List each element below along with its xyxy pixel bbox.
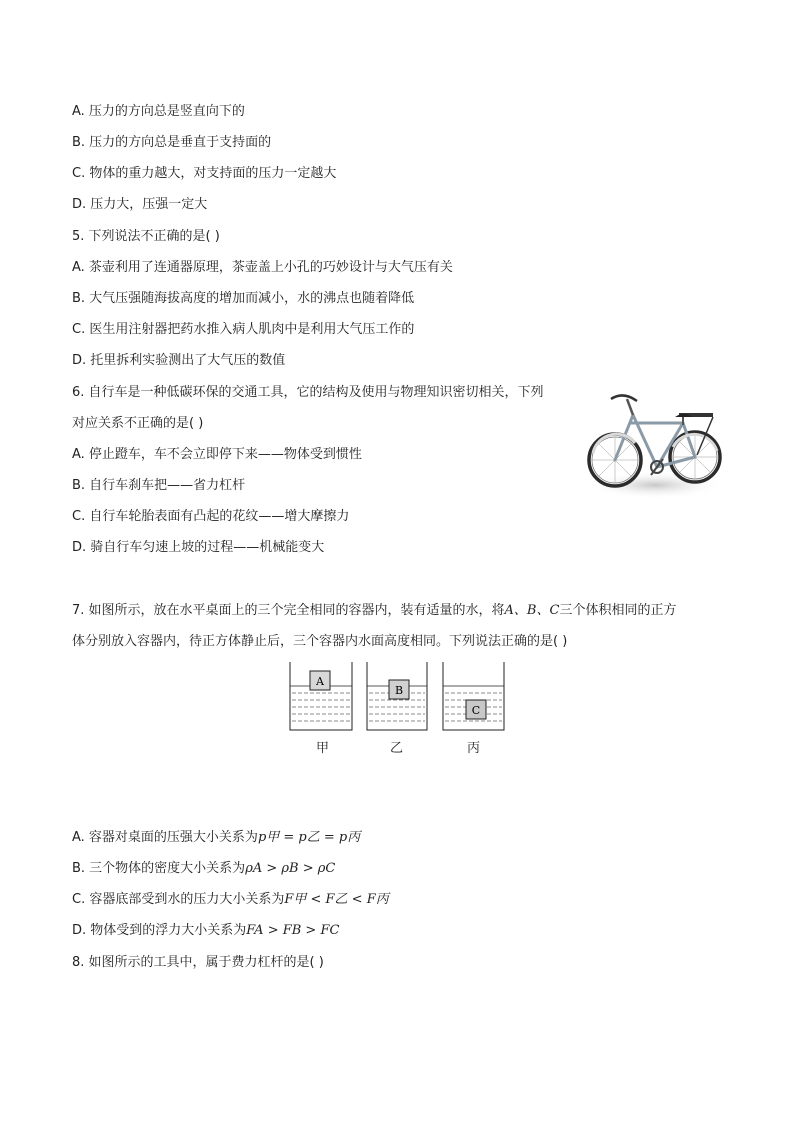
q6-stem-line1: 6. 自行车是一种低碳环保的交通工具，它的结构及使用与物理知识密切相关，下列 <box>72 385 544 400</box>
caption-jia: 甲 <box>316 741 330 756</box>
q7-stem-line2: 体分别放入容器内，待正方体静止后，三个容器内水面高度相同。下列说法正确的是( ) <box>72 634 568 649</box>
q5-option-d: D. 托里拆利实验测出了大气压的数值 <box>72 353 286 368</box>
q7-stem-vars: A、B、C <box>504 603 560 618</box>
block-b-label: B <box>394 684 404 697</box>
caption-yi: 乙 <box>390 741 404 756</box>
q7-option-d-text: D. 物体受到的浮力大小关系为 <box>72 923 247 938</box>
q4-option-d: D. 压力大，压强一定大 <box>72 197 208 212</box>
caption-bing: 丙 <box>467 741 481 756</box>
q7-stem-line1-pre: 7. 如图所示，放在水平桌面上的三个完全相同的容器内，装有适量的水，将 <box>72 603 505 618</box>
q5-stem: 5. 下列说法不正确的是( ) <box>72 229 220 244</box>
q7-option-a-math: p甲 = p乙 = p丙 <box>257 830 361 845</box>
q5-option-a: A. 茶壶利用了连通器原理，茶壶盖上小孔的巧妙设计与大气压有关 <box>72 260 453 275</box>
q6-option-a: A. 停止蹬车，车不会立即停下来——物体受到惯性 <box>72 447 362 462</box>
q7-option-c <box>72 891 389 909</box>
block-c-label: C <box>471 704 481 717</box>
q7-option-b-math: ρA > ρB > ρC <box>245 861 336 876</box>
q7-option-b <box>72 860 335 878</box>
bicycle-image <box>585 385 725 500</box>
q7-option-c-math: F甲 < F乙 < F丙 <box>284 892 389 907</box>
q6-option-d: D. 骑自行车匀速上坡的过程——机械能变大 <box>72 540 325 555</box>
q7-option-b-text: B. 三个物体的密度大小关系为 <box>72 861 246 876</box>
q7-option-a-text: A. 容器对桌面的压强大小关系为 <box>72 830 258 845</box>
q7-option-d <box>72 922 339 940</box>
q6-option-c: C. 自行车轮胎表面有凸起的花纹——增大摩擦力 <box>72 509 350 524</box>
q6-stem-line2: 对应关系不正确的是( ) <box>72 416 204 431</box>
q4-option-c: C. 物体的重力越大，对支持面的压力一定越大 <box>72 166 337 181</box>
q6-option-b: B. 自行车刹车把——省力杠杆 <box>72 478 246 493</box>
q7-stem-line1-post: 三个体积相同的正方 <box>559 603 677 618</box>
q7-option-d-math: FA > FB > FC <box>246 923 340 938</box>
q4-option-b: B. 压力的方向总是垂直于支持面的 <box>72 135 272 150</box>
q7-option-c-text: C. 容器底部受到水的压力大小关系为 <box>72 892 285 907</box>
q5-option-c: C. 医生用注射器把药水推入病人肌肉中是利用大气压工作的 <box>72 322 415 337</box>
q5-option-b: B. 大气压强随海拔高度的增加而减小，水的沸点也随着降低 <box>72 291 415 306</box>
block-a-label: A <box>316 675 324 688</box>
q7-containers-figure <box>286 662 510 734</box>
q7-stem-line1 <box>72 602 676 620</box>
q7-option-a <box>72 829 360 847</box>
q8-stem: 8. 如图所示的工具中，属于费力杠杆的是( ) <box>72 955 324 970</box>
q4-option-a: A. 压力的方向总是竖直向下的 <box>72 104 245 119</box>
